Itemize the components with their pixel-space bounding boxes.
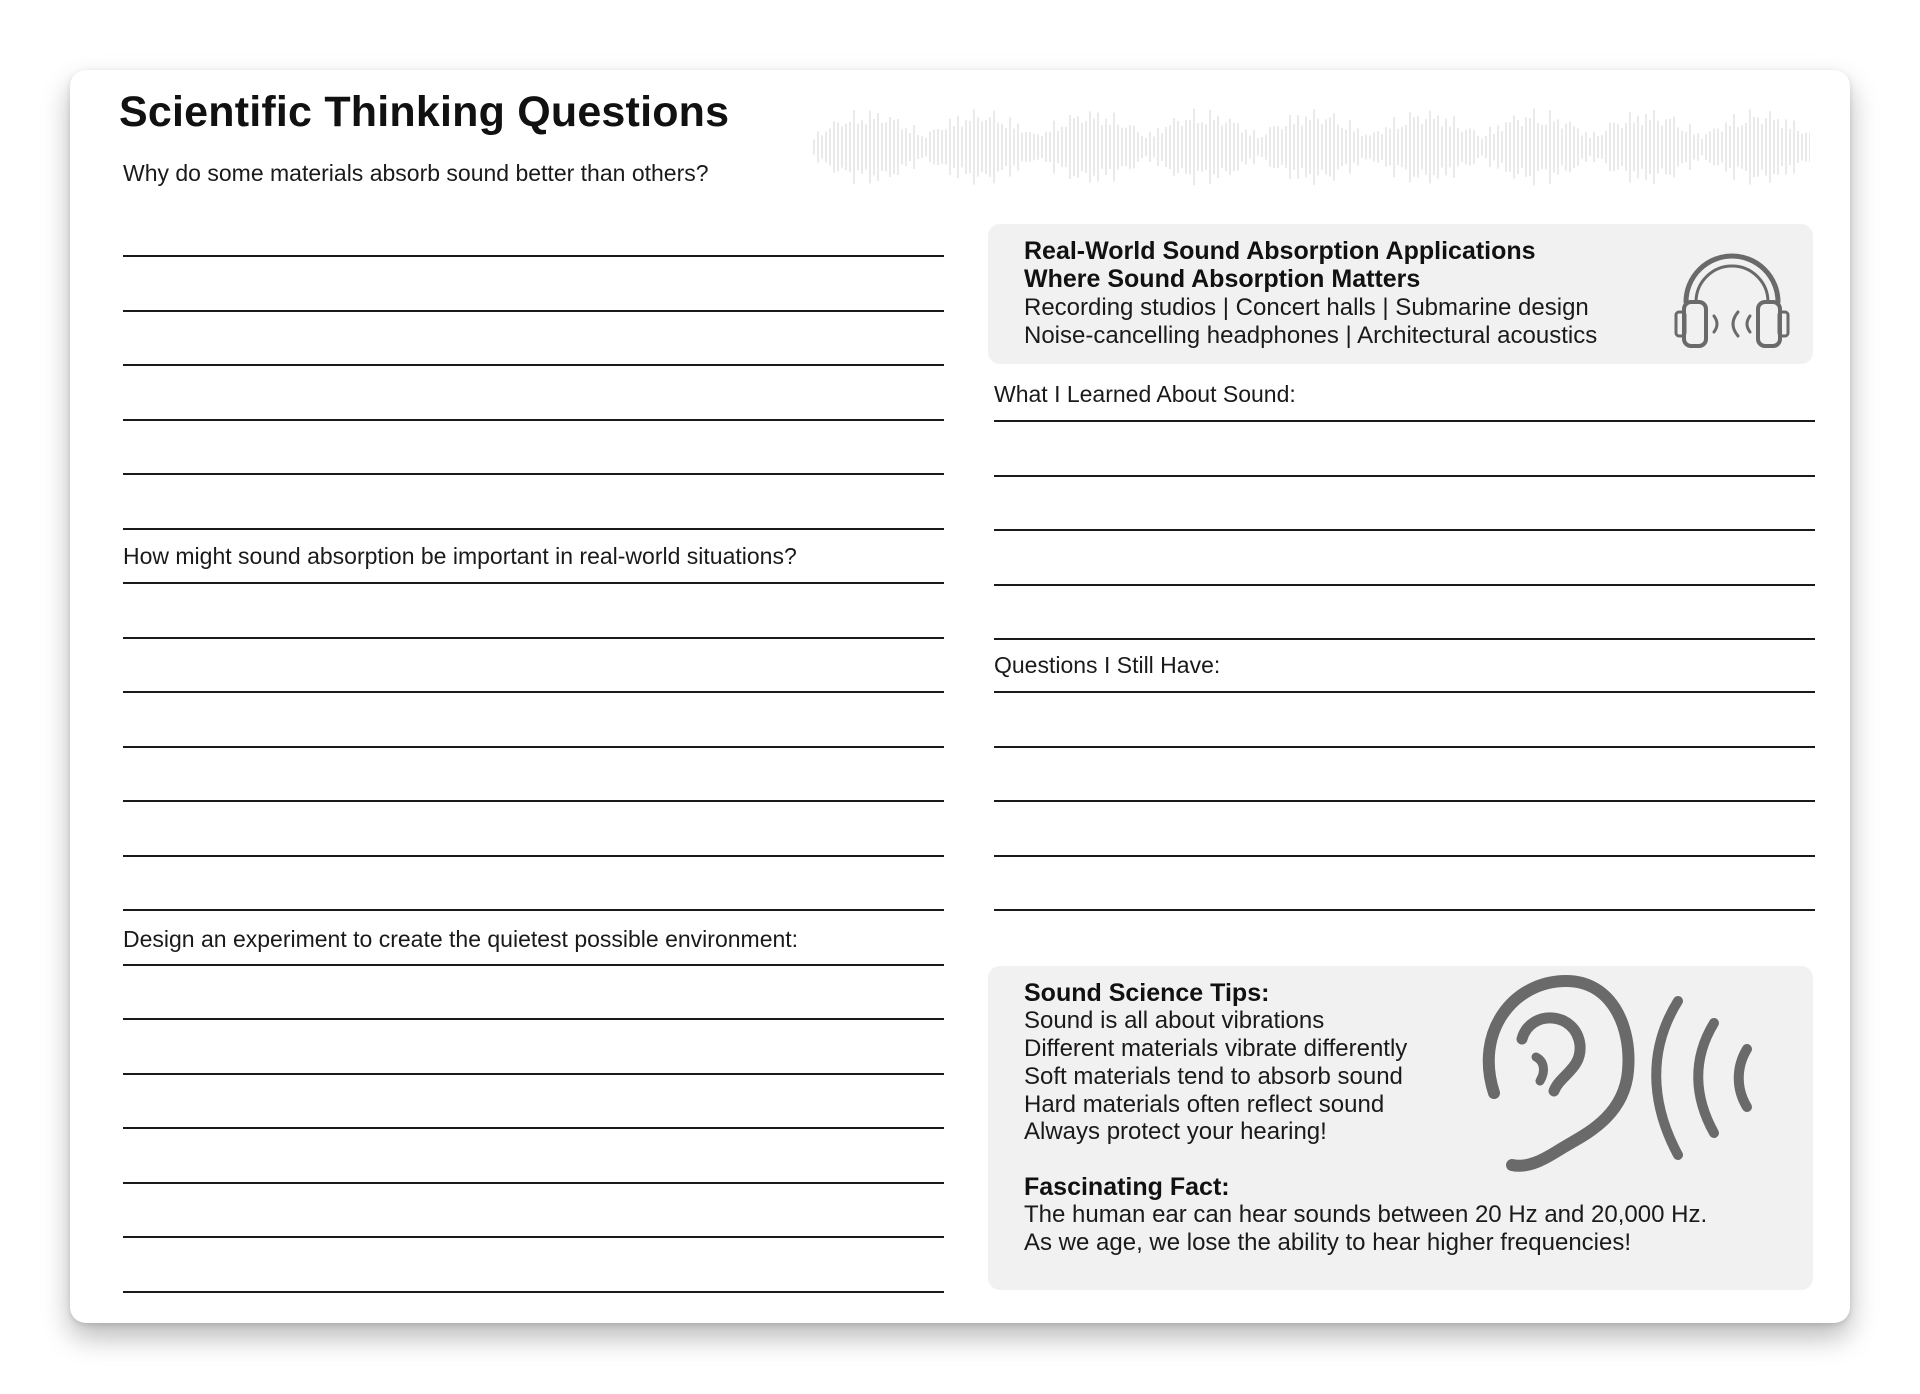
tip-item: Soft materials tend to absorb sound (1024, 1063, 1403, 1090)
answer-line[interactable] (123, 1018, 944, 1020)
answer-line[interactable] (123, 1127, 944, 1129)
page-title: Scientific Thinking Questions (119, 88, 730, 136)
answer-line[interactable] (123, 637, 944, 639)
fact-line: As we age, we lose the ability to hear higher frequencies! (1024, 1229, 1632, 1256)
applications-list-line-2: Noise-cancelling headphones | Architectural acoustics (1024, 322, 1598, 349)
tips-heading: Sound Science Tips: (1024, 979, 1270, 1007)
answer-line[interactable] (123, 800, 944, 802)
applications-list-line-1: Recording studios | Concert halls | Submarine design (1024, 294, 1589, 321)
answer-line[interactable] (123, 746, 944, 748)
question-2-prompt: How might sound absorption be important in real-world situations? (123, 543, 797, 569)
answer-line[interactable] (994, 638, 1815, 640)
answer-line[interactable] (994, 475, 1815, 477)
answer-line[interactable] (123, 691, 944, 693)
answer-line[interactable] (123, 310, 944, 312)
answer-line[interactable] (123, 419, 944, 421)
answer-line[interactable] (994, 909, 1815, 911)
fact-heading: Fascinating Fact: (1024, 1173, 1230, 1201)
answer-line[interactable] (994, 584, 1815, 586)
answer-line[interactable] (123, 964, 944, 966)
tip-item: Always protect your hearing! (1024, 1118, 1327, 1145)
learned-prompt: What I Learned About Sound: (994, 381, 1296, 407)
tip-item: Different materials vibrate differently (1024, 1035, 1408, 1062)
answer-line[interactable] (123, 909, 944, 911)
headphones-icon (1672, 240, 1792, 352)
answer-line[interactable] (994, 420, 1815, 422)
answer-line[interactable] (994, 800, 1815, 802)
applications-heading: Real-World Sound Absorption Applications (1024, 237, 1536, 265)
answer-line[interactable] (123, 255, 944, 257)
answer-line[interactable] (123, 528, 944, 530)
answer-line[interactable] (123, 364, 944, 366)
answer-line[interactable] (123, 1182, 944, 1184)
applications-subheading: Where Sound Absorption Matters (1024, 265, 1421, 293)
answer-line[interactable] (123, 855, 944, 857)
answer-line[interactable] (994, 855, 1815, 857)
answer-line[interactable] (123, 1073, 944, 1075)
answer-line[interactable] (123, 473, 944, 475)
ear-sound-waves-icon (1460, 975, 1790, 1175)
answer-line[interactable] (994, 691, 1815, 693)
question-1-prompt: Why do some materials absorb sound better than others? (123, 160, 709, 186)
answer-line[interactable] (994, 529, 1815, 531)
question-3-prompt: Design an experiment to create the quietest possible environment: (123, 926, 799, 952)
answer-line[interactable] (994, 746, 1815, 748)
answer-line[interactable] (123, 1291, 944, 1293)
fact-line: The human ear can hear sounds between 20 Hz and 20,000 Hz. (1024, 1201, 1708, 1228)
answer-line[interactable] (123, 1236, 944, 1238)
answer-line[interactable] (123, 582, 944, 584)
tip-item: Sound is all about vibrations (1024, 1007, 1325, 1034)
sound-wave-decoration-icon (810, 104, 1810, 190)
still-have-questions-prompt: Questions I Still Have: (994, 652, 1221, 678)
tip-item: Hard materials often reflect sound (1024, 1091, 1385, 1118)
